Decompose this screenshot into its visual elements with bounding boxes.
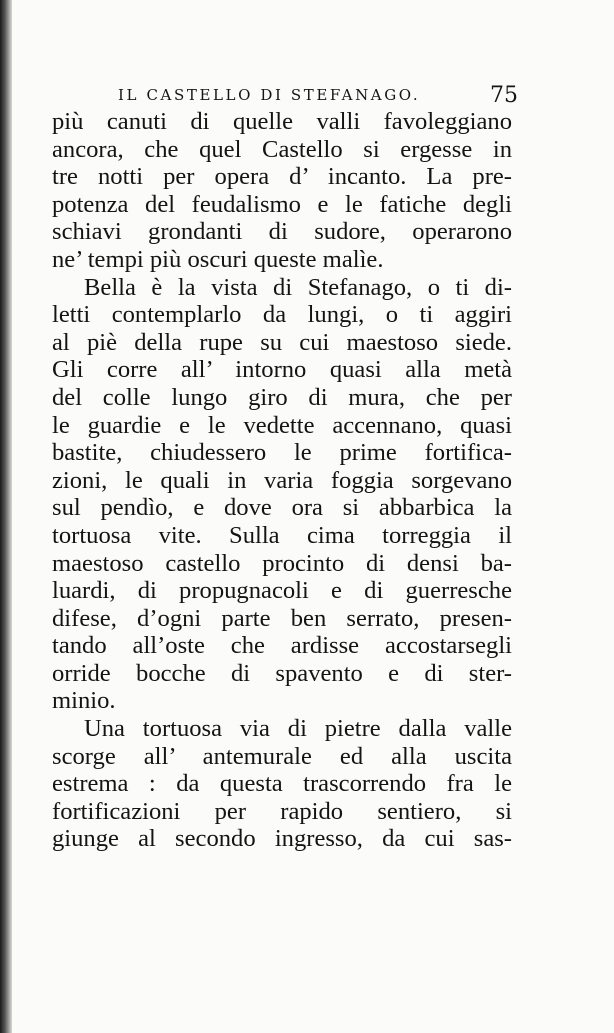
- text-line: orride bocche di spavento e di ster-: [52, 659, 512, 687]
- text-line: zioni, le quali in varia foggia sorgevano: [52, 466, 512, 494]
- text-line: le guardie e le vedette accennano, quasi: [52, 411, 512, 439]
- text-line: Gli corre all’ intorno quasi alla metà: [52, 356, 512, 384]
- text-line: al piè della rupe su cui maestoso siede.: [52, 328, 512, 356]
- text-line: letti contemplarlo da lungi, o ti aggiri: [52, 301, 512, 329]
- text-line: ne’ tempi più oscuri queste malìe.: [52, 245, 384, 273]
- text-line: schiavi grondanti di sudore, operarono: [52, 218, 512, 246]
- text-line: sul pendìo, e dove ora si abbarbica la: [52, 494, 512, 522]
- text-line: difese, d’ogni parte ben serrato, presen-: [52, 604, 512, 632]
- text-line: ancora, che quel Castello si ergesse in: [52, 135, 512, 163]
- text-line: scorge all’ antemurale ed alla uscita: [52, 742, 512, 770]
- text-line: tando all’oste che ardisse accostarsegli: [52, 632, 512, 660]
- text-line: Bella è la vista di Stefanago, o ti di-: [84, 273, 512, 301]
- text-line: maestoso castello procinto di densi ba-: [52, 549, 512, 577]
- page-binding-edge: [0, 0, 12, 1033]
- text-line: giunge al secondo ingresso, da cui sas-: [52, 825, 512, 853]
- text-line: luardi, di propugnacoli e di guerresche: [52, 577, 512, 605]
- text-line: fortificazioni per rapido sentiero, si: [52, 797, 512, 825]
- text-line: del colle lungo giro di mura, che per: [52, 383, 512, 411]
- text-line: estrema : da questa trascorrendo fra le: [52, 770, 512, 798]
- text-line: tortuosa vite. Sulla cima torreggia il: [52, 521, 512, 549]
- text-line: tre notti per opera d’ incanto. La pre-: [52, 163, 512, 191]
- text-line: potenza del feudalismo e le fatiche degli: [52, 190, 512, 218]
- text-line: bastite, chiudessero le prime fortifica-: [52, 439, 512, 467]
- page-number: 75: [490, 83, 518, 108]
- text-line: Una tortuosa via di pietre dalla valle: [84, 715, 512, 743]
- running-title: IL CASTELLO DI STEFANAGO.: [118, 86, 421, 104]
- text-line: minio.: [52, 687, 116, 715]
- text-line: più canuti di quelle valli favoleggiano: [52, 108, 512, 135]
- body-text: [52, 108, 512, 853]
